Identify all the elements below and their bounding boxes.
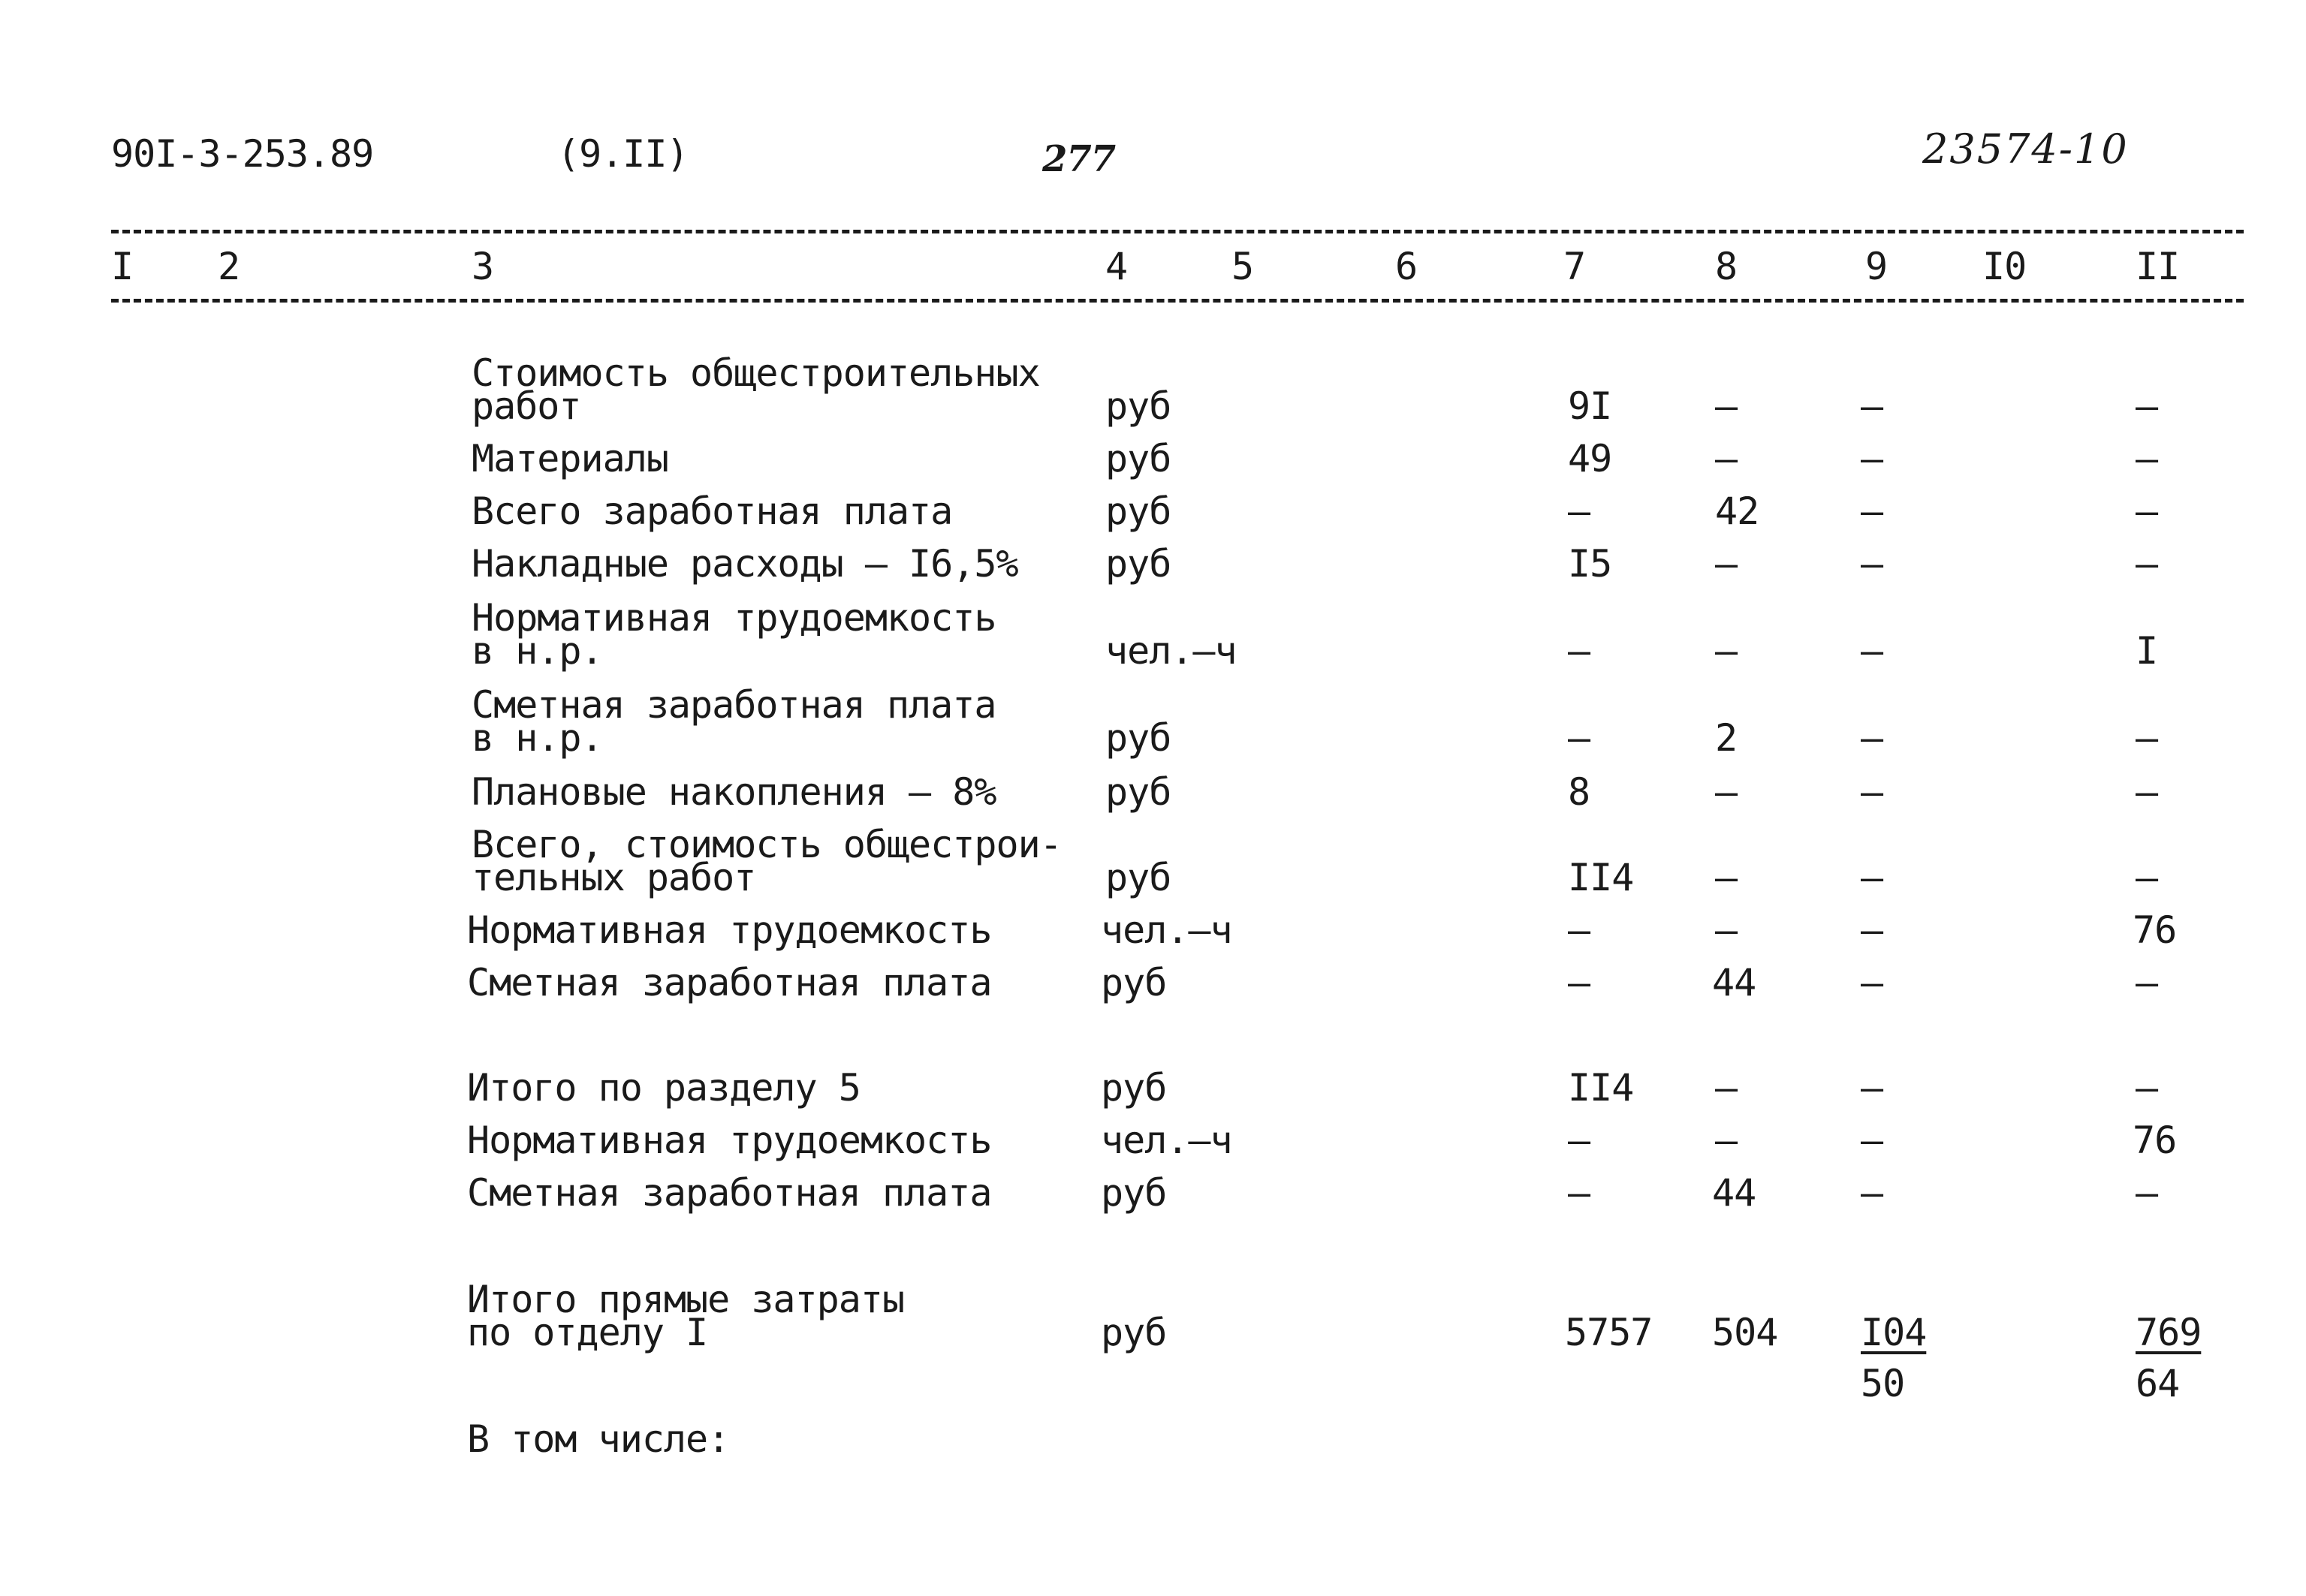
page-number: 277 xyxy=(1042,138,1116,180)
cell-col7: 9I xyxy=(1568,384,1612,428)
unit-cell: руб xyxy=(1105,384,1171,428)
cell-col7: II4 xyxy=(1568,1066,1634,1110)
row-label-line1: Сметная заработная плата xyxy=(467,1171,992,1215)
row-label-line1: Итого прямые затраты xyxy=(467,1278,905,1321)
row-label-line2: тельных работ xyxy=(472,856,756,899)
row-label-line1: Сметная заработная плата xyxy=(472,683,996,727)
column-header: I0 xyxy=(1982,245,2027,288)
header-bottom-rule xyxy=(111,299,2244,303)
unit-cell: руб xyxy=(1101,1171,1167,1215)
row-label-line1: Итого по разделу 5 xyxy=(467,1066,861,1110)
cell-col9: – xyxy=(1861,384,1883,428)
cell-col9: – xyxy=(1861,437,1883,480)
cell-col11: – xyxy=(2136,1066,2158,1110)
cell-col8: – xyxy=(1715,770,1738,814)
cell-col9: – xyxy=(1861,770,1883,814)
column-header: 6 xyxy=(1395,245,1418,288)
cell-col8: 504 xyxy=(1712,1311,1778,1354)
row-label-line2: в н.р. xyxy=(472,629,603,673)
cell-col7: – xyxy=(1568,1119,1590,1162)
cell-col11: – xyxy=(2136,437,2158,480)
cell-col9: – xyxy=(1861,1119,1883,1162)
row-label-line1: Нормативная трудоемкость xyxy=(467,908,992,952)
handwritten-stamp: 23574-10 xyxy=(1922,125,2129,173)
cell-col9-denominator: 50 xyxy=(1861,1362,1905,1405)
unit-cell: руб xyxy=(1105,437,1171,480)
column-header: 5 xyxy=(1231,245,1254,288)
part-number: (9.II) xyxy=(557,132,689,176)
cell-col11: 76 xyxy=(2133,908,2177,952)
cell-col9: – xyxy=(1861,542,1883,586)
cell-col8: 44 xyxy=(1712,1171,1756,1215)
cell-col8: 44 xyxy=(1712,961,1756,1004)
cell-col7: – xyxy=(1568,716,1590,760)
cell-col7: – xyxy=(1568,908,1590,952)
cell-col11: – xyxy=(2136,770,2158,814)
cell-col9: – xyxy=(1861,1066,1883,1110)
row-label-line1: Стоимость общестроительных xyxy=(472,351,1040,395)
cell-col11: – xyxy=(2136,1171,2158,1215)
unit-cell: руб xyxy=(1105,542,1171,586)
cell-col7: II4 xyxy=(1568,856,1634,899)
header-top-rule xyxy=(111,230,2244,233)
row-label-line1: Накладные расходы – I6,5% xyxy=(472,542,1018,586)
column-header: 7 xyxy=(1563,245,1586,288)
cell-col7: – xyxy=(1568,961,1590,1004)
cell-col9: – xyxy=(1861,961,1883,1004)
row-label-line1: Всего заработная плата xyxy=(472,489,953,533)
cell-col7: – xyxy=(1568,1171,1590,1215)
unit-cell: руб xyxy=(1105,856,1171,899)
row-label-line1: Нормативная трудоемкость xyxy=(472,596,996,640)
cell-col8: – xyxy=(1715,1119,1738,1162)
cell-col11: – xyxy=(2136,856,2158,899)
unit-cell: чел.–ч xyxy=(1101,1119,1232,1162)
cell-col8: 2 xyxy=(1715,716,1738,760)
cell-col9: – xyxy=(1861,1171,1883,1215)
cell-col7: – xyxy=(1568,489,1590,533)
cell-col9: – xyxy=(1861,856,1883,899)
unit-cell: руб xyxy=(1105,716,1171,760)
cell-col7: 5757 xyxy=(1565,1311,1653,1354)
cell-col8: – xyxy=(1715,542,1738,586)
cell-col9: – xyxy=(1861,489,1883,533)
cell-col7: – xyxy=(1568,629,1590,673)
row-label-line1: Нормативная трудоемкость xyxy=(467,1119,992,1162)
column-header: II xyxy=(2136,245,2180,288)
cell-col9: – xyxy=(1861,908,1883,952)
unit-cell: руб xyxy=(1105,489,1171,533)
cell-col7: 49 xyxy=(1568,437,1612,480)
cell-col11-numerator: 769 xyxy=(2136,1311,2202,1354)
cell-col7: I5 xyxy=(1568,542,1612,586)
unit-cell: чел.–ч xyxy=(1101,908,1232,952)
cell-col9: – xyxy=(1861,716,1883,760)
row-label-line2: работ xyxy=(472,384,581,428)
column-header: 4 xyxy=(1105,245,1128,288)
cell-col8: 42 xyxy=(1715,489,1759,533)
row-label-line2: в н.р. xyxy=(472,716,603,760)
cell-col11: I xyxy=(2136,629,2158,673)
cell-col8: – xyxy=(1715,384,1738,428)
row-label-line2: по отделу I xyxy=(467,1311,708,1354)
cell-col7: 8 xyxy=(1568,770,1590,814)
column-header: I xyxy=(111,245,134,288)
cell-col11: – xyxy=(2136,489,2158,533)
cell-col8: – xyxy=(1715,1066,1738,1110)
unit-cell: чел.–ч xyxy=(1105,629,1237,673)
cell-col9: – xyxy=(1861,629,1883,673)
cell-col11: – xyxy=(2136,961,2158,1004)
column-header: 2 xyxy=(218,245,240,288)
row-label-line1: Всего, стоимость общестрои- xyxy=(472,823,1062,866)
cell-col8: – xyxy=(1715,908,1738,952)
unit-cell: руб xyxy=(1101,961,1167,1004)
column-header: 9 xyxy=(1865,245,1888,288)
cell-col11: – xyxy=(2136,384,2158,428)
cell-col11: – xyxy=(2136,542,2158,586)
row-label-line1: Сметная заработная плата xyxy=(467,961,992,1004)
row-label-line1: Материалы xyxy=(472,437,668,480)
unit-cell: руб xyxy=(1101,1066,1167,1110)
doc-code: 90I-3-253.89 xyxy=(111,132,374,176)
unit-cell: руб xyxy=(1101,1311,1167,1354)
cell-col11-denominator: 64 xyxy=(2136,1362,2180,1405)
cell-col8: – xyxy=(1715,437,1738,480)
cell-col8: – xyxy=(1715,856,1738,899)
footer-note: В том числе: xyxy=(467,1417,730,1461)
column-header: 8 xyxy=(1715,245,1738,288)
cell-col11: 76 xyxy=(2133,1119,2177,1162)
unit-cell: руб xyxy=(1105,770,1171,814)
cell-col9-numerator: I04 xyxy=(1861,1311,1927,1354)
column-header: 3 xyxy=(472,245,494,288)
row-label-line1: Плановые накопления – 8% xyxy=(472,770,996,814)
cell-col8: – xyxy=(1715,629,1738,673)
cell-col11: – xyxy=(2136,716,2158,760)
